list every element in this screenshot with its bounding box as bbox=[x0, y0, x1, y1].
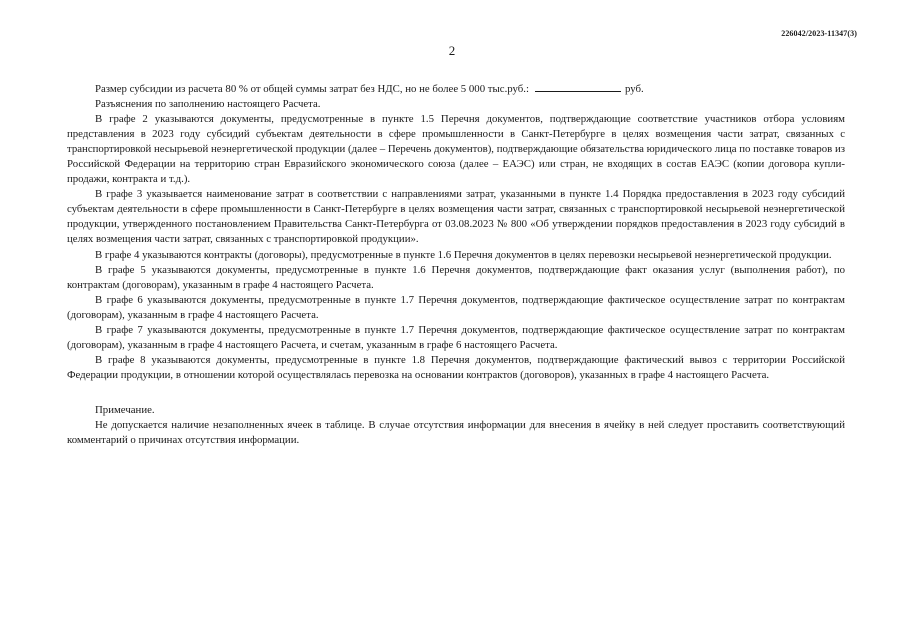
subsidy-label: Размер субсидии из расчета 80 % от общей суммы затрат без НДС, но не более 5 000 тыс.руб.: bbox=[95, 83, 529, 95]
paragraph-column-7: В графе 7 указываются документы, предусмотренные в пункте 1.7 Перечня документов, подтверждающие фактическое осуществление затрат по контрактам (договорам), указанным в графе 4 настоящего Расчета, и счетам, указанным в графе 6 настоящего Расчета. bbox=[67, 323, 845, 351]
paragraph-column-3: В графе 3 указывается наименование затрат в соответствии с направлениями затрат, указанными в пункте 1.4 Порядка предоставления в 2023 году субсидий субъектам деятельности в сфере промышленности в Санкт-Петербурге в целях возмещения части затрат, связанных с транспортировкой несырьевой неэнергетической продукции, утвержденного постановлением Правительства Санкт-Петербурга от 03.08.2023 № 800 «Об утверждении порядков предоставления в 2023 году субсидий в целях возмещения части затрат, связанных с транспортировкой продукции». bbox=[67, 188, 845, 246]
subsidy-amount-line bbox=[67, 82, 845, 97]
paragraph-column-4: В графе 4 указываются контракты (договоры), предусмотренные в пункте 1.6 Перечня документов в целях перевозки несырьевой неэнергетической продукции. bbox=[95, 248, 832, 261]
note-text: Не допускается наличие незаполненных ячеек в таблице. В случае отсутствия информации для внесения в ячейку в ней следует проставить соответствующий комментарий о причинах отсутствия информации. bbox=[67, 418, 845, 447]
document-number: 226042/2023-11347(3) bbox=[781, 29, 857, 38]
note-title: Примечание. bbox=[95, 403, 155, 416]
paragraph-column-5: В графе 5 указываются документы, предусмотренные в пункте 1.6 Перечня документов, подтверждающие факт оказания услуг (выполнения работ), по контрактам (договорам), указанным в графе 4 настоящего Расчета. bbox=[67, 263, 845, 291]
subsidy-amount-blank bbox=[535, 82, 621, 92]
paragraph-column-8: В графе 8 указываются документы, предусмотренные в пункте 1.8 Перечня документов, подтверждающие фактический вывоз с территории Российской Федерации продукции, в отношении которой осуществлялась перевозка на основании контрактов (договоров), указанных в графе 4 настоящего Расчета. bbox=[67, 353, 845, 381]
subsidy-unit: руб. bbox=[624, 83, 644, 95]
section-spacer bbox=[67, 383, 845, 403]
explanation-title: Разъяснения по заполнению настоящего Расчета. bbox=[95, 98, 321, 111]
page-number: 2 bbox=[448, 43, 456, 58]
paragraph-column-6: В графе 6 указываются документы, предусмотренные в пункте 1.7 Перечня документов, подтверждающие фактическое осуществление затрат по контрактам (договорам), указанным в графе 4 настоящего Расчета. bbox=[67, 293, 845, 321]
paragraph-column-2: В графе 2 указываются документы, предусмотренные в пункте 1.5 Перечня документов, подтверждающие соответствие участников отбора условиям представления в 2023 году субсидий субъектам деятельности в сфере промышленности в Санкт-Петербурге в целях возмещения части затрат, связанных с транспортировкой несырьевой неэнергетической продукции (далее – Перечень документов), подтверждающие обязательства юридического лица по поставке товаров из Российской Федерации на территорию стран Евразийского экономического союза (далее – ЕАЭС) или стран, не входящих в состав ЕАЭС (копии договора купли-продажи, контракта и т.д.). bbox=[67, 113, 845, 186]
document-body bbox=[67, 82, 845, 448]
